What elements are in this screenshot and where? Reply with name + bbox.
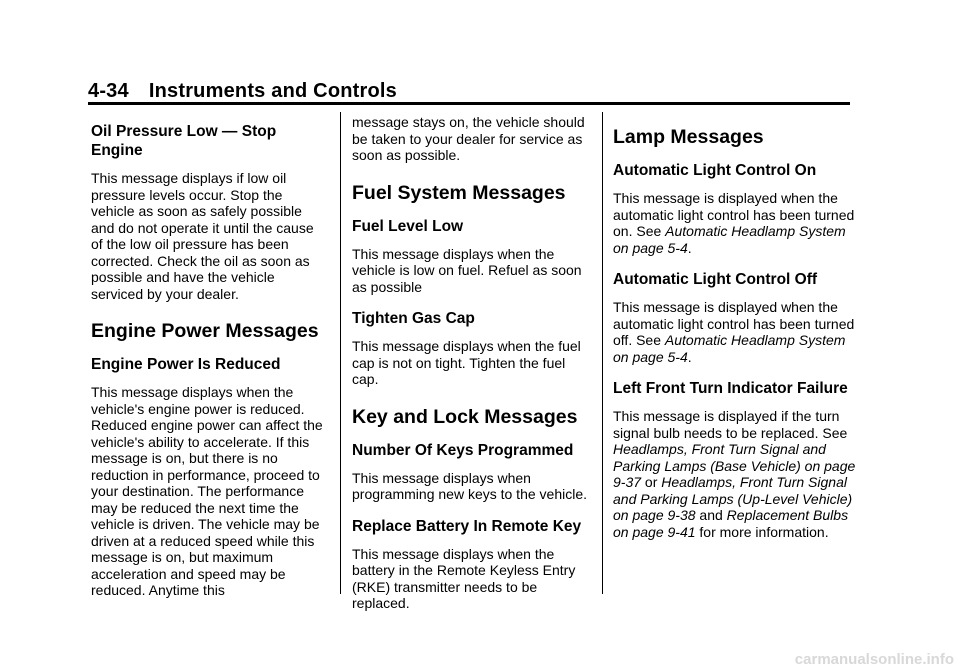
section-body [613,190,859,256]
chapter-heading: Fuel System Messages [352,181,566,204]
column-1 [91,122,327,613]
body-text: This message is displayed when the automatic light control has been turned on. See [613,190,855,239]
section-heading: Fuel Level Low [352,217,464,235]
section-heading: Engine Power Is Reduced [91,356,281,373]
section-heading: Oil Pressure Low — Stop Engine [91,123,277,159]
continued-body: message stays on, the vehicle should be taken to your dealer for service as soon as possible. [352,114,585,163]
section-heading: Left Front Turn Indicator Failure [613,380,848,397]
section-heading: Automatic Light Control On [613,162,817,179]
body-text: or [641,474,662,490]
chapter-heading: Engine Power Messages [91,320,319,342]
body-text: This message is displayed if the turn signal bulb needs to be replaced. See [613,408,848,441]
body-text: This message is displayed when the automatic light control has been turned off. See [613,299,855,348]
cross-reference-link[interactable]: Headlamps, Front Turn Signal and Parking Lamps (Base Vehicle) on page 9-37 [613,441,856,490]
section-body [613,408,859,540]
cross-reference-link[interactable]: Automatic Headlamp System on page 5-4 [613,332,846,365]
section-body: This message displays when programming new keys to the vehicle. [352,469,587,502]
body-text: for more information. [695,523,829,540]
section-body: This message displays when the vehicle is low on fuel. Refuel as soon as possible [352,245,582,295]
cross-reference-link[interactable]: Automatic Headlamp System on page 5-4 [613,223,846,256]
page-header [88,80,397,103]
chapter-title: Instruments and Controls [148,80,397,102]
section-body: This message displays when the fuel cap is not on tight. Tighten the fuel cap. [352,338,581,387]
cross-reference-link[interactable]: Headlamps, Front Turn Signal and Parking Lamps (Up-Level Vehicle) on page 9-38 [613,474,853,523]
body-text: . [687,239,692,256]
cross-reference-link[interactable]: Replacement Bulbs on page 9-41 [613,507,849,540]
section-body: This message displays when the vehicle's engine power is reduced. Reduced engine power can affect the vehicle's ability to accelerate. If this message is on, but there is no reduction in performance, proceed to your destination. The performance may be reduced the next time the vehicle is driven. The vehicle may be driven at a reduced speed while this message is on, but maximum acceleration and speed may be reduced. Anytime this [91,384,323,598]
section-heading: Replace Battery In Remote Key [352,517,582,535]
watermark: carmanualsonline.info [794,651,954,668]
chapter-heading: Lamp Messages [613,126,764,148]
column-2 [352,114,592,626]
body-text: and [695,507,727,523]
column-divider-1 [340,112,341,594]
section-heading: Number Of Keys Programmed [352,441,574,459]
section-body [613,299,859,365]
body-text: . [687,348,692,365]
column-3 [613,126,859,554]
section-heading: Automatic Light Control Off [613,271,818,288]
section-heading: Tighten Gas Cap [352,310,475,327]
page-number: 4-34 [88,80,129,102]
header-rule [88,102,850,105]
chapter-heading: Key and Lock Messages [352,405,578,428]
section-body: This message displays if low oil pressure levels occur. Stop the vehicle as soon as safely possible and do not operate it until the cause of the low oil pressure has been corrected. Check the oil as soon as possible and have the vehicle serviced by your dealer. [91,170,314,302]
section-body: This message displays when the battery in the Remote Keyless Entry (RKE) transmitter needs to be replaced. [352,545,576,611]
column-divider-2 [602,112,603,594]
